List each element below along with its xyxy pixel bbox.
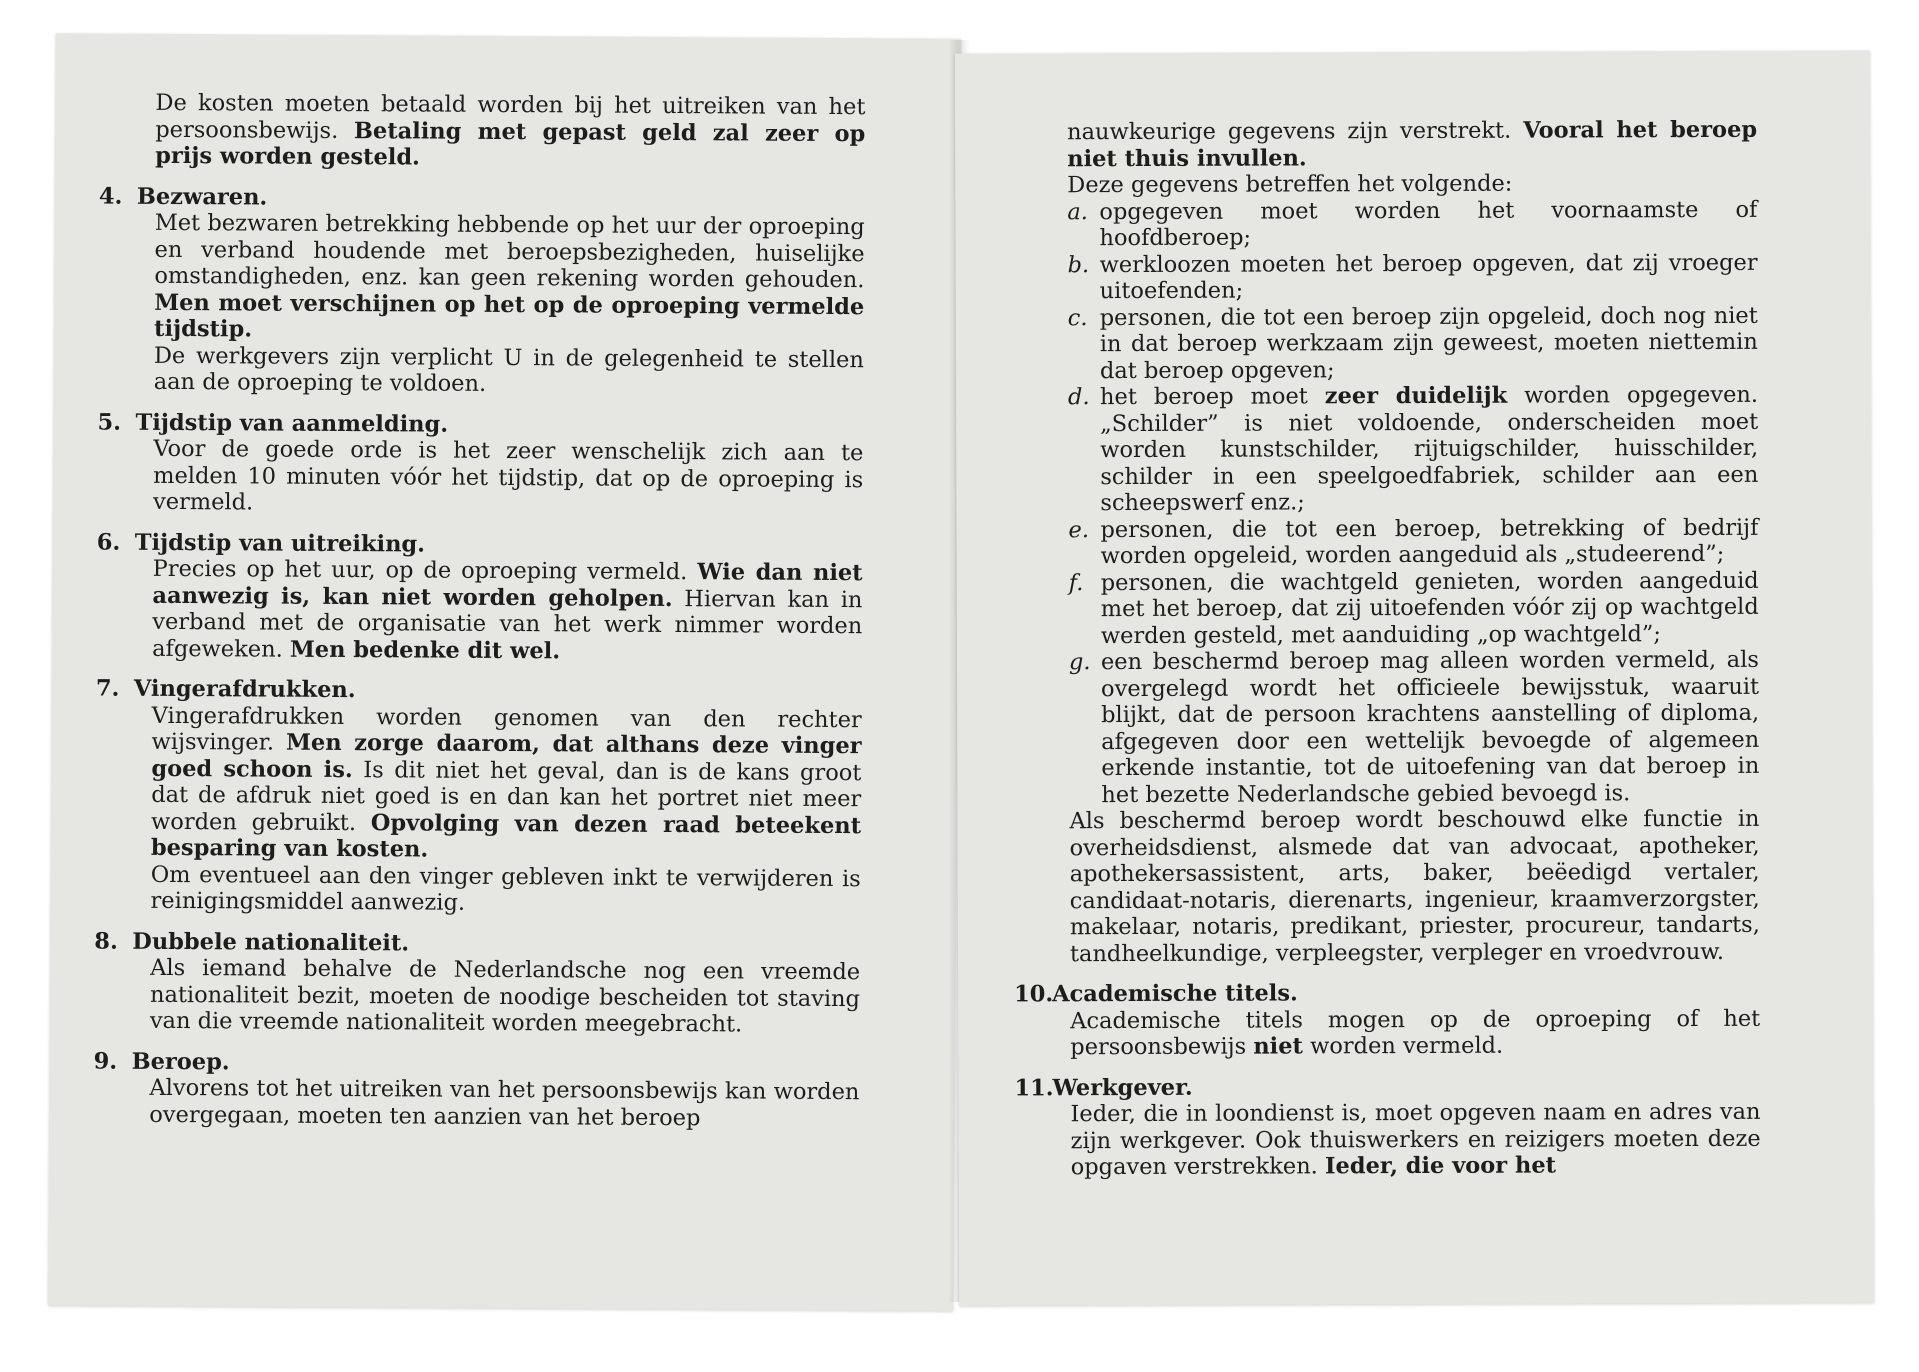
section-8-dubbele-nationaliteit: 8. Dubbele nationaliteit. Als iemand behalve de Nederlandsche nog een vreemde nationaliteit bezit, moeten de noodige bescheiden tot staving van die vreemde nationaliteit worden meegebracht.: [94, 927, 861, 1038]
section-heading: 11.Werkgever.: [1014, 1074, 1193, 1101]
protected-professions-paragraph: Als beschermd beroep wordt beschouwd elke functie in overheidsdienst, alsmede dat van advocaat, apotheker, apothekersassistent, arts, baker, beëedigd vertaler, candidaat-notaris, dierenarts, ingenieur, kraamverzorgster, makelaar, notaris, predikant, priester, procureur, tandarts, tandheelkundige, verpleegster, verpleger en vroedvrouw.: [1069, 805, 1760, 967]
intro-paragraph: De kosten moeten betaald worden bij het uitreiken van het persoonsbewijs. Betaling met gepast geld zal zeer op prijs worden gesteld.: [155, 89, 866, 171]
list-item: d. het beroep moet zeer duidelijk worden opgegeven. „Schilder” is niet voldoende, onderscheiden moet worden kunstschilder, rijtuigschilder, huisschilder, schilder in een speelgoedfabriek, schilder aan een scheepswerf enz.;: [1067, 381, 1759, 517]
list-item: b. werkloozen moeten het beroep opgeven, dat zij vroeger uitoefenden;: [1067, 249, 1758, 305]
section-10-academische-titels: 10.Academische titels. Academische titels mogen op de oproeping of het persoonsbewijs niet worden vermeld.: [1014, 980, 1761, 1061]
section-heading: 10.Academische titels.: [1014, 980, 1298, 1008]
section-9-beroep: 9. Beroep. Alvorens tot het uitreiken van het persoonsbewijs kan worden overgegaan, moeten ten aanzien van het beroep: [93, 1047, 860, 1131]
section-6-tijdstip-uitreiking: 6. Tijdstip van uitreiking. Precies op het uur, op de oproeping vermeld. Wie dan niet aanwezig is, kan niet worden geholpen. Hiervan kan in verband met de organisatie van het werk nimmer worden afgeweken. Men bedenke dit wel.: [96, 529, 863, 664]
section-heading: 4. Bezwaren.: [98, 183, 268, 211]
section-7-vingerafdrukken: 7. Vingerafdrukken. Vingerafdrukken worden genomen van den rechter wijsvinger. Men zorge daarom, dat althans deze vinger goed schoon is. Is dit niet het geval, dan is de kans groot dat de afdruk niet goed is en dan kan het portret niet meer worden gebruikt. Opvolging van dezen raad beteekent besparing van kosten. Om eventueel aan den vinger gebleven inkt te verwijderen is reinigingsmiddel aanwezig.: [95, 675, 862, 916]
section-heading: 7. Vingerafdrukken.: [95, 675, 356, 704]
section-4-bezwaren: 4. Bezwaren. Met bezwaren betrekking hebbende op het uur der oproeping en verband houdende met beroepsbezigheden, huiselijke omstandigheden, enz. kan geen rekening worden gehouden. Men moet verschijnen op het op de oproeping vermelde tijdstip. De werkgevers zijn verplicht U in de gelegenheid te stellen aan de oproeping te voldoen.: [98, 183, 865, 397]
section-heading: 6. Tijdstip van uitreiking.: [96, 529, 426, 558]
list-item: a. opgegeven moet worden het voornaamste of hoofdberoep;: [1067, 196, 1758, 252]
section-heading: 8. Dubbele nationaliteit.: [94, 927, 410, 956]
list-item: e. personen, die tot een beroep, betrekking of bedrijf worden opgeleid, worden aangeduid als „studeerend”;: [1068, 514, 1759, 570]
list-lead: Deze gegevens betreffen het volgende:: [1067, 170, 1513, 199]
section-heading: 5. Tijdstip van aanmelding.: [97, 409, 449, 438]
section-5-tijdstip-aanmelding: 5. Tijdstip van aanmelding. Voor de goede orde is het zeer wenschelijk zich aan te melden 10 minuten vóór het tijdstip, dat op de oproeping is vermeld.: [97, 409, 864, 516]
list-item: g. een beschermd beroep mag alleen worden vermeld, als overgelegd wordt het officieele bewijsstuk, waaruit blijkt, dat de persoon krachtens aanstelling of diploma, afgegeven door een wettelijk bevoegde of algemeen erkende instantie, tot de uitoefening van dat beroep in het bezette Nederlandsche gebied bevoegd is.: [1068, 646, 1760, 808]
left-page: [48, 33, 961, 1311]
list-item: f. personen, die wachtgeld genieten, worden aangeduid met het beroep, dat zij uitoefenden vóór zij op wachtgeld werden gesteld, met aanduiding „op wachtgeld”;: [1068, 567, 1759, 649]
continued-paragraph: nauwkeurige gegevens zijn verstrekt. Vooral het beroep niet thuis invullen.: [1067, 116, 1758, 172]
left-text-column: [93, 89, 866, 1132]
section-11-werkgever: 11.Werkgever. Ieder, die in loondienst is, moet opgeven naam en adres van zijn werkgever. Ook thuiswerkers en reizigers moeten deze opgaven verstrekken. Ieder, die voor het: [1014, 1074, 1761, 1181]
right-page: [955, 50, 1874, 1305]
list-item: c. personen, die tot een beroep zijn opgeleid, doch nog niet in dat beroep werkzaam zijn geweest, moeten niettemin dat beroep opgeven;: [1067, 302, 1758, 384]
section-heading: 9. Beroep.: [93, 1047, 230, 1075]
right-text-column: [1014, 116, 1761, 1181]
